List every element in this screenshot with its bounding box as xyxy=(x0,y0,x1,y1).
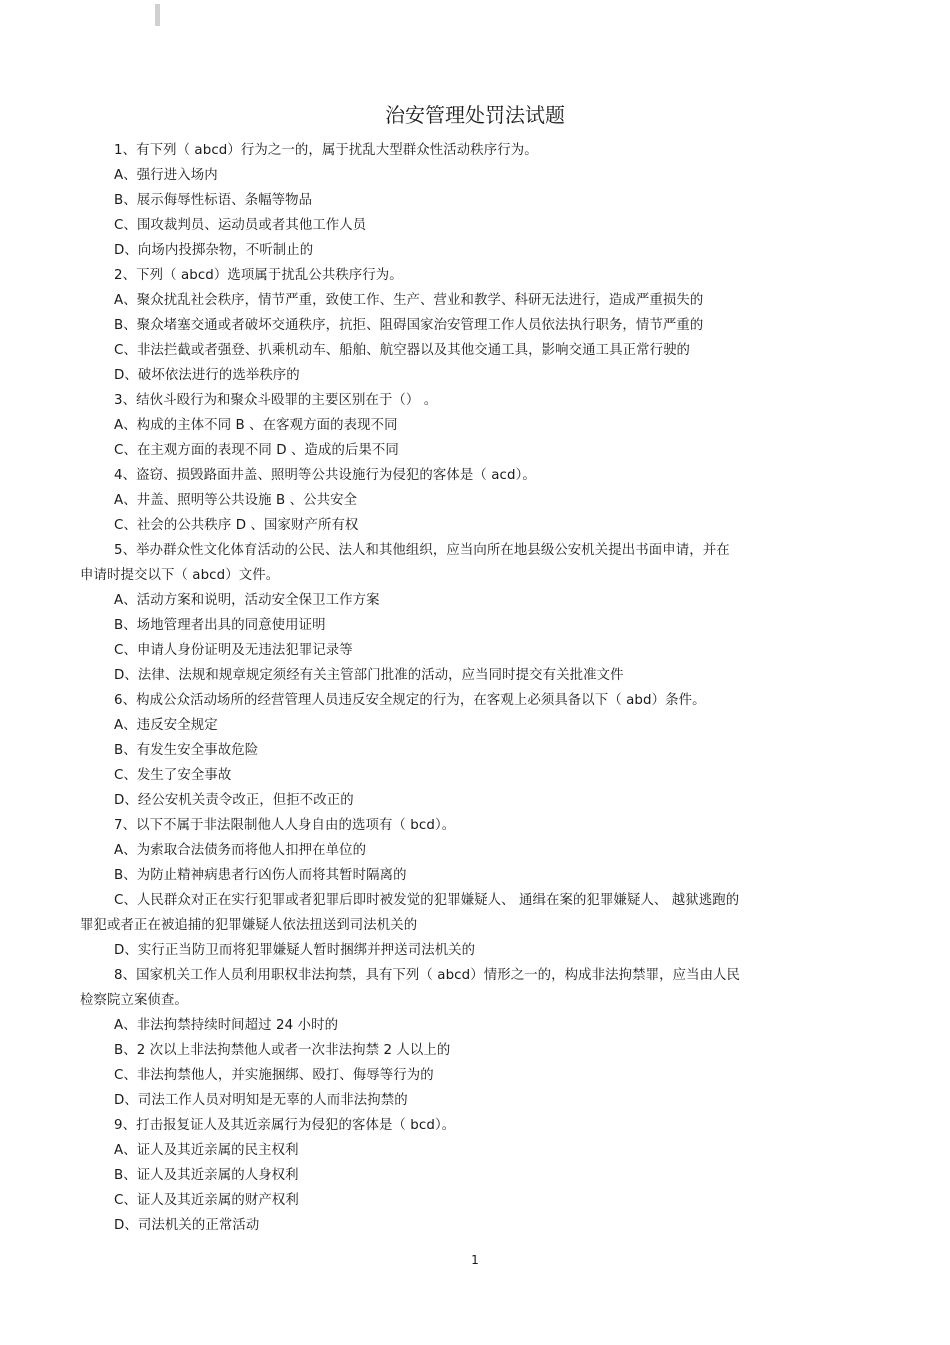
question-line: 5、举办群众性文化体育活动的公民、法人和其他组织，应当向所在地县级公安机关提出书面申请，并在 xyxy=(114,543,730,558)
question-line: 4、盗窃、损毁路面井盖、照明等公共设施行为侵犯的客体是（ acd）。 xyxy=(114,468,536,483)
option-line: D、法律、法规和规章规定须经有关主管部门批准的活动，应当同时提交有关批准文件 xyxy=(114,668,624,683)
question-line: 7、以下不属于非法限制他人人身自由的选项有（ bcd）。 xyxy=(114,818,456,833)
question-list xyxy=(80,138,880,1238)
question-line: 9、打击报复证人及其近亲属行为侵犯的客体是（ bcd）。 xyxy=(114,1118,456,1133)
option-line: B、有发生安全事故危险 xyxy=(114,743,259,758)
option-line: A、构成的主体不同 B 、在客观方面的表现不同 xyxy=(114,418,398,433)
option-line: A、聚众扰乱社会秩序，情节严重，致使工作、生产、营业和教学、科研无法进行，造成严重损失的 xyxy=(114,293,704,308)
option-line: A、违反安全规定 xyxy=(114,718,218,733)
option-line: C、社会的公共秩序 D 、国家财产所有权 xyxy=(114,518,359,533)
option-line: B、展示侮辱性标语、条幅等物品 xyxy=(114,193,313,208)
option-line: A、非法拘禁持续时间超过 24 小时的 xyxy=(114,1018,339,1033)
option-line: A、为索取合法债务而将他人扣押在单位的 xyxy=(114,843,367,858)
option-line: C、人民群众对正在实行犯罪或者犯罪后即时被发觉的犯罪嫌疑人、 通缉在案的犯罪嫌疑人、 越狱逃跑的 xyxy=(114,893,740,908)
option-line: A、证人及其近亲属的民主权利 xyxy=(114,1143,299,1158)
option-line: A、强行进入场内 xyxy=(114,168,218,183)
option-line: B、2 次以上非法拘禁他人或者一次非法拘禁 2 人以上的 xyxy=(114,1043,451,1058)
option-line: D、司法机关的正常活动 xyxy=(114,1218,260,1233)
option-line: B、场地管理者出具的同意使用证明 xyxy=(114,618,326,633)
continuation-line: 申请时提交以下（ abcd）文件。 xyxy=(80,568,280,583)
option-line: B、聚众堵塞交通或者破坏交通秩序，抗拒、阻碍国家治安管理工作人员依法执行职务，情节严重的 xyxy=(114,318,704,333)
option-line: D、向场内投掷杂物，不听制止的 xyxy=(114,243,314,258)
option-line: C、围攻裁判员、运动员或者其他工作人员 xyxy=(114,218,367,233)
question-line: 8、国家机关工作人员利用职权非法拘禁，具有下列（ abcd）情形之一的，构成非法拘禁罪，应当由人民 xyxy=(114,968,741,983)
page-title: 治安管理处罚法试题 xyxy=(385,103,565,127)
question-line: 1、有下列（ abcd）行为之一的，属于扰乱大型群众性活动秩序行为。 xyxy=(114,143,538,158)
option-line: C、证人及其近亲属的财产权利 xyxy=(114,1193,299,1208)
option-line: C、非法拘禁他人，并实施捆绑、殴打、侮辱等行为的 xyxy=(114,1068,434,1083)
option-line: C、发生了安全事故 xyxy=(114,768,232,783)
option-line: C、在主观方面的表现不同 D 、造成的后果不同 xyxy=(114,443,399,458)
option-line: C、申请人身份证明及无违法犯罪记录等 xyxy=(114,643,353,658)
option-line: B、为防止精神病患者行凶伤人而将其暂时隔离的 xyxy=(114,868,407,883)
scan-mark xyxy=(155,4,160,26)
question-line: 2、下列（ abcd）选项属于扰乱公共秩序行为。 xyxy=(114,268,403,283)
option-line: D、司法工作人员对明知是无辜的人而非法拘禁的 xyxy=(114,1093,408,1108)
option-line: D、实行正当防卫而将犯罪嫌疑人暂时捆绑并押送司法机关的 xyxy=(114,943,476,958)
option-line: D、经公安机关责令改正，但拒不改正的 xyxy=(114,793,354,808)
option-line: D、破坏依法进行的选举秩序的 xyxy=(114,368,300,383)
option-line: B、证人及其近亲属的人身权利 xyxy=(114,1168,299,1183)
question-line: 6、构成公众活动场所的经营管理人员违反安全规定的行为，在客观上必须具备以下（ abd）条件。 xyxy=(114,693,706,708)
option-line: A、井盖、照明等公共设施 B 、公共安全 xyxy=(114,493,358,508)
continuation-line: 检察院立案侦查。 xyxy=(80,993,188,1008)
option-line: C、非法拦截或者强登、扒乘机动车、船舶、航空器以及其他交通工具，影响交通工具正常行驶的 xyxy=(114,343,691,358)
option-line: A、活动方案和说明，活动安全保卫工作方案 xyxy=(114,593,380,608)
continuation-line: 罪犯或者正在被追捕的犯罪嫌疑人依法扭送到司法机关的 xyxy=(80,918,418,933)
page-number: 1 xyxy=(471,1253,479,1267)
question-line: 3、结伙斗殴行为和聚众斗殴罪的主要区别在于（） 。 xyxy=(114,393,438,408)
